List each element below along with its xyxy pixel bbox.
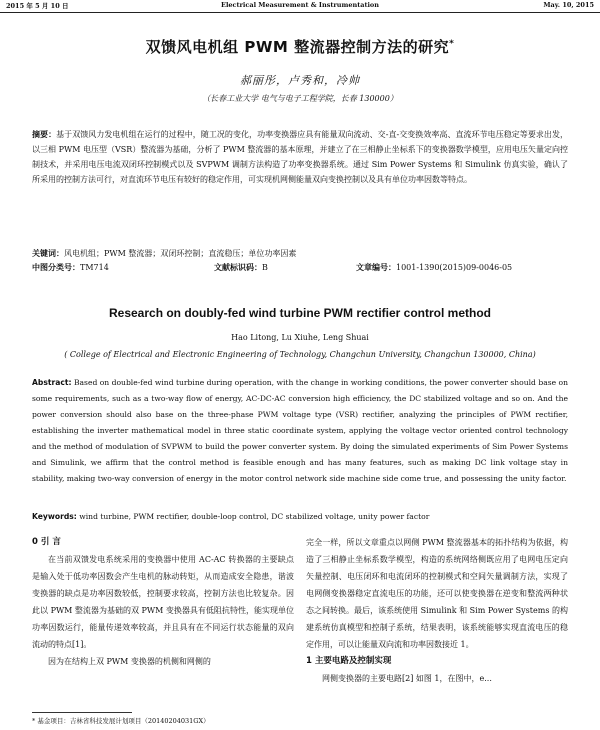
intro-paragraph-1: 在当前双馈发电系统采用的变换器中使用 AC-AC 转换器的主要缺点是输入处于低功率因数会产生电机的脉动转矩，从而造成安全隐患，谐波变换器的缺点是功率因数较低，控制要求较高，控制方法也比较复杂。因此以 PWM 整流器为基础的双 PWM 变换器具有低阻抗特性，能实现单位功率因数运行，能量传递效率较高，并且具有在不同运行状态能量的双向流动的特点[1]。: [32, 555, 294, 649]
keywords-cn-label: 关键词：: [32, 249, 64, 258]
running-header: [0, 0, 600, 13]
abstract-cn: [32, 127, 568, 187]
circuit-paragraph: 网侧变换器的主要电路[2] 如图 1，在图中，e...: [322, 674, 492, 683]
intro-paragraph-2: 因为在结构上双 PWM 变换器的机侧和网侧的: [48, 657, 211, 666]
funding-footnote: * 基金项目：吉林省科技发展计划项目（20140204031GX）: [32, 717, 210, 725]
paper-title-en: Research on doubly-fed wind turbine PWM rectifier control method: [108, 306, 492, 320]
section-heading-intro: 0 引 言: [32, 537, 61, 547]
body-column-right: [306, 534, 568, 687]
affiliation-cn: （长春工业大学 电气与电子工程学院，长春 130000）: [202, 94, 398, 103]
paper-title-cn: [0, 36, 600, 57]
authors-en: Hao Litong, Lu Xiuhe, Leng Shuai: [231, 333, 369, 342]
header-date: 2015 年 5 月 10 日: [6, 2, 69, 10]
clc-value: TM714: [80, 263, 109, 272]
header-date-en: May. 10, 2015: [543, 1, 594, 9]
article-number: [356, 262, 512, 273]
header-journal: Electrical Measurement & Instrumentation: [220, 1, 379, 9]
abstract-en-text: Based on double-fed wind turbine during operation, with the change in working conditions, the power converter should base on some requirements, such as a two-way flow of energy, AC-DC-AC conversion high efficiency, the DC stabilized voltage and so on. And the power conversion should also base on the three-phase PWM voltage type (VSR) rectifier, analyzing the principles of PWM rectifier, establishing the inverter mathematical model in three static coordinate system, applying the voltage vector oriented control technology and the method of modulation of SVPWM to build the power converter system. By doing the simulated experiments of Sim Power Systems and Simulink, we affirm that the control method is feasible enough and has many features, such as making DC link voltage stay in stability, making two-way conversion of energy in the motor control network side machine side come true, and possessing the unity factor.: [32, 378, 569, 483]
keywords-en: [32, 512, 568, 521]
article-value: 1001-1390(2015)09-0046-05: [396, 263, 513, 272]
abstract-en: [32, 375, 568, 487]
title-cn-text: 双馈风电机组 PWM 整流器控制方法的研究: [145, 38, 450, 56]
doc-code: [214, 262, 268, 273]
keywords-en-text: wind turbine, PWM rectifier, double-loop control, DC stabilized voltage, unity power factor: [79, 512, 430, 521]
keywords-cn: [32, 248, 568, 259]
article-label: 文章编号：: [356, 263, 396, 272]
doc-label: 文献标识码：: [214, 263, 262, 272]
section-heading-main-circuit: 1 主要电路及控制实现: [306, 656, 392, 666]
abstract-cn-text: 基于双馈风力发电机组在运行的过程中，随工况的变化，功率变换器应具有能量双向流动、交-直-交变换效率高、直流环节电压稳定等要求出发，以三相 PWM 电压型（VSR）整流器为基础，分析了 PWM 整流器的基本原理，并建立了在三相静止坐标系下的变换器数学模型，应用电压矢量定向控制技术，并采用电压电流双闭环控制模式以及 SVPWM 调制方法构造了功率变换器系统。通过 Sim Power Systems 和 Simulink 仿真实验，确认了所采用的控制方法可行，对直流环节电压有较好的稳定作用，可实现机网侧能量双向变换控制以及具有单位功率因数等特点。: [32, 130, 569, 184]
abstract-cn-label: 摘要：: [32, 130, 57, 139]
keywords-en-label: Keywords:: [32, 512, 77, 521]
clc-number: [32, 262, 109, 273]
clc-label: 中图分类号：: [32, 263, 80, 272]
doc-value: B: [262, 263, 268, 272]
footnote-divider: [32, 712, 132, 713]
intro-paragraph-continued: 完全一样，所以文章重点以网侧 PWM 整流器基本的拓扑结构为依据，构造了三相静止坐标系数学模型，构造的系统网络侧既应用了电网电压定向矢量控制、电压闭环和电流闭环的控制模式和空间矢量调制方法，实现了电网侧变换器稳定直流电压的功能，还可以使变换器在逆变和整流两种状态之间转换。最后，该系统使用 Simulink 和 Sim Power Systems 的构建系统仿真模型和控制子系统，结果表明，该系统能够实现直流电压的稳定作用，可以让能量双向流和功率因数接近 1。: [306, 538, 568, 649]
title-footnote-mark: *: [449, 39, 455, 49]
abstract-en-label: Abstract:: [32, 378, 72, 387]
affiliation-en: ( College of Electrical and Electronic Engineering of Technology, Changchun University, Changchun 130000, China): [64, 350, 536, 359]
authors-cn: 郝丽彤，卢秀和，冷帅: [240, 74, 360, 87]
keywords-cn-text: 风电机组；PWM 整流器；双闭环控制；直流稳压；单位功率因素: [64, 249, 297, 258]
body-column-left: [32, 534, 294, 670]
